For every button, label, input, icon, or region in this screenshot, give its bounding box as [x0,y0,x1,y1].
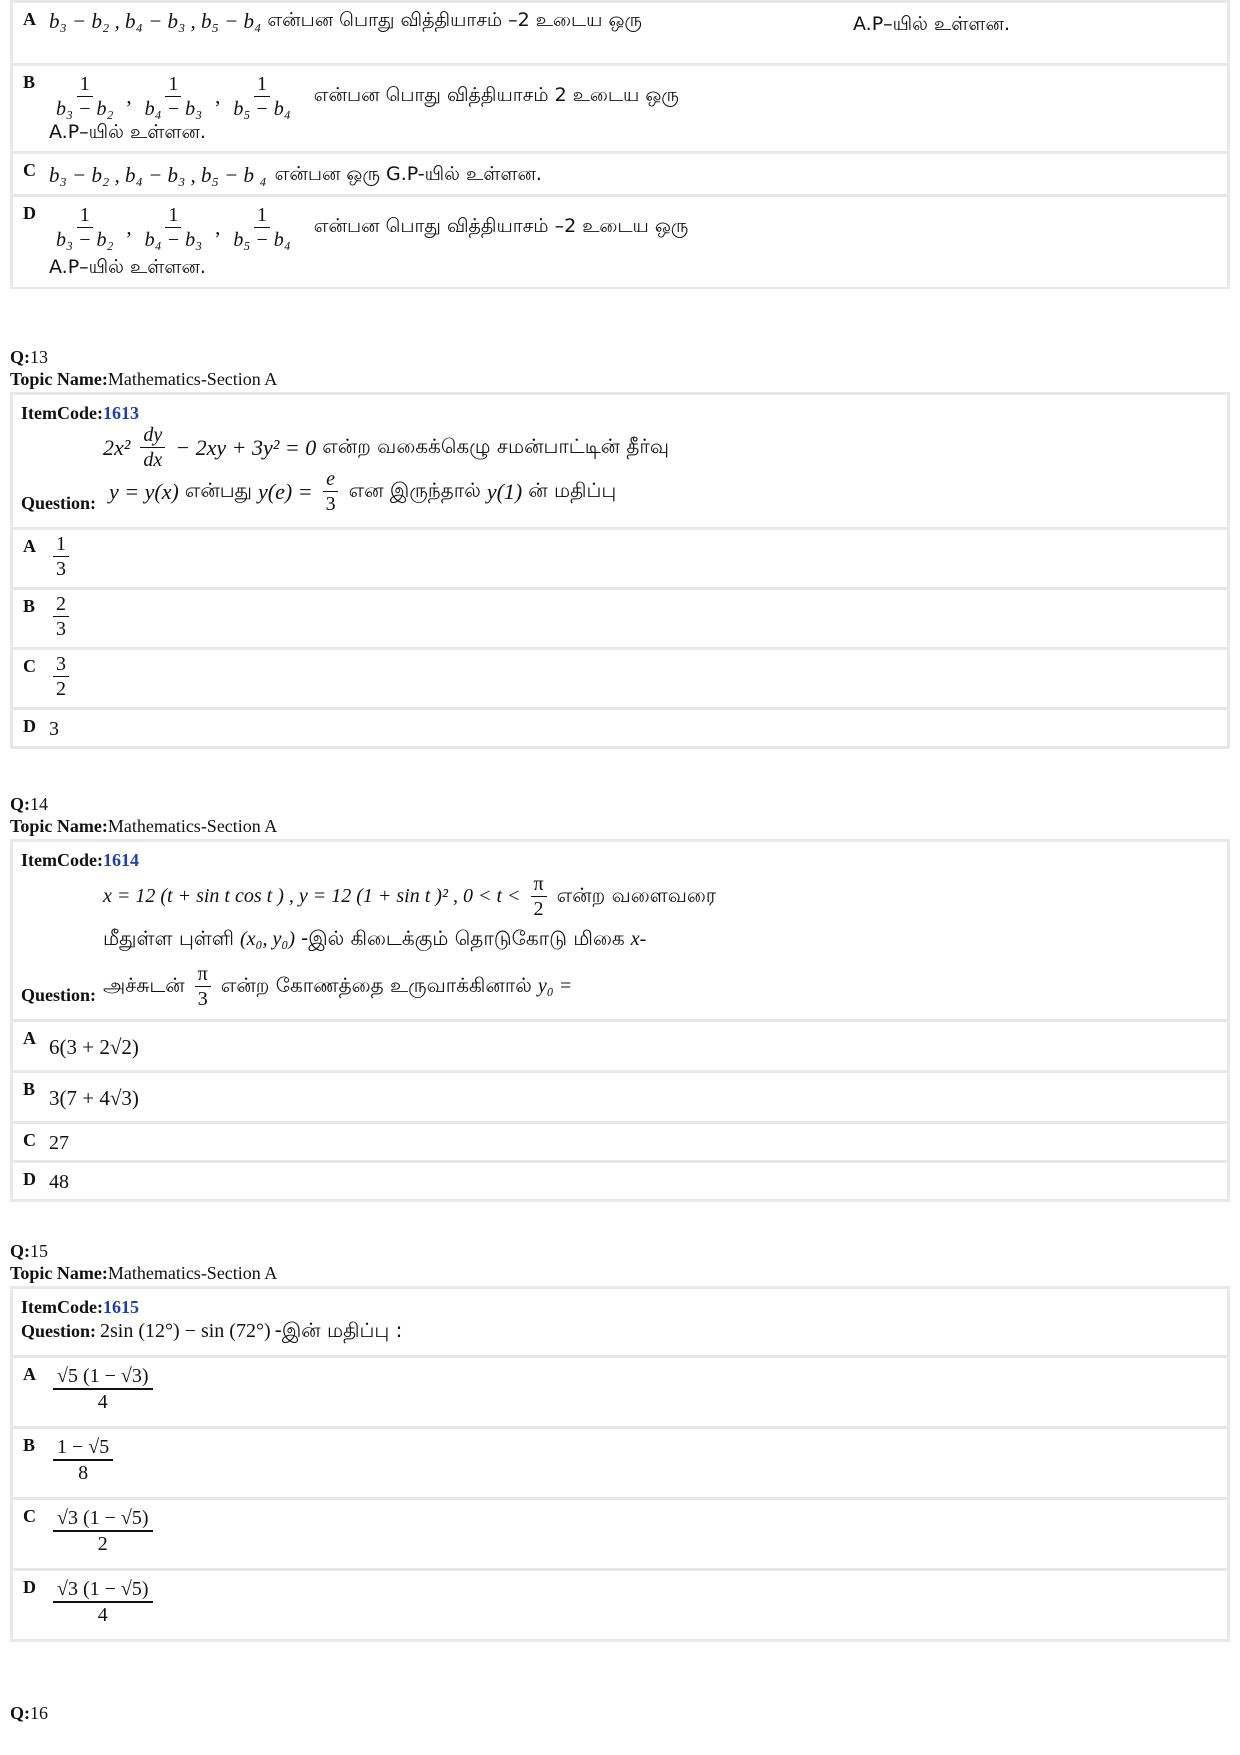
fraction: $\frac{1}{\text{b₅ − b₄}}$ [233,204,291,251]
option-row[interactable]: C 27 [13,1124,1227,1160]
question-block [10,392,1230,530]
option-text: என்பன ஒரு G.P-யில் உள்ளன. [274,162,542,185]
option-math: b₃ − b₂ , b₄ − b₃ , b₅ − b₄ [49,9,262,33]
option-text-2: A.P–யில் உள்ளன. [853,13,1010,35]
question-block [10,1286,1230,1358]
topic-line: Topic Name:Mathematics-Section A [10,369,278,389]
option-row [13,3,1227,63]
option-row[interactable]: B $\frac{1 - √5}{8}$ [13,1429,1227,1497]
option-row[interactable]: C $\frac{3}{2}$ [13,650,1227,707]
options-table [10,527,1230,749]
question-number: Q:15 [10,1241,48,1261]
option-text: என்பன பொது வித்தியாசம் 2 உடைய ஒரு [313,84,679,106]
fraction: $\frac{1}{\text{b₅ − b₄}}$ [233,73,291,120]
option-row [13,154,1227,194]
item-code: ItemCode:1614 [21,850,139,870]
option-row: D $\frac{1}{\text{b₃ − b₂}}$ , $\frac{1}{\text{b₄ − b₃}}$ , $\frac{1}{\text{b₅ − b₄}}$ என்பன பொது வித்தியாசம் –2 உடைய ஒரு A.P–யில் உள்ளன. [13,197,1227,287]
option-letter: B [23,72,36,92]
option-row[interactable]: D 3 [13,710,1227,746]
question-line-2: மீதுள்ள புள்ளி (x₀, y₀) -இல் கிடைக்கும் தொடுகோடு மிகை x- [103,926,647,950]
option-text: என்பன பொது வித்தியாசம் –2 உடைய ஒரு [267,9,643,31]
option-row[interactable]: D $\frac{√3 (1 - √5)}{4}$ [13,1571,1227,1639]
option-text-2: A.P–யில் உள்ளன. [49,121,206,143]
question-line-2: y = y(x) என்பது y(e) = $\frac{e}{3}$ என இருந்தால் y(1) ன் மதிப்பு [109,468,617,515]
question-line-3: அச்சுடன் $\frac{\pi}{3}$ என்ற கோணத்தை உருவாக்கினால் y₀ = [103,963,573,1010]
question-block [10,839,1230,1022]
fraction: $\frac{1}{\text{b₃ − b₂}}$ [56,204,114,251]
question-13 [10,346,1230,749]
option-row[interactable]: D 48 [13,1163,1227,1199]
question-label: Question: [21,493,97,513]
option-math: b₃ − b₂ , b₄ − b₃ , b₅ − b ₄ [49,162,267,187]
option-letter: D [23,203,36,223]
question-line-1: x = 12 (t + sin t cos t ) , y = 12 (1 + sin t )² , 0 < t < $\frac{\pi}{2}$ என்ற வளைவரை [103,873,717,920]
option-text-2: A.P–யில் உள்ளன. [49,256,206,278]
item-code: ItemCode:1615 [21,1297,139,1317]
prev-options-table [10,0,1230,289]
option-letter: C [23,160,36,180]
question-line: Question: 2sin (12°) − sin (72°) -இன் மதிப்பு : [21,1318,403,1342]
options-table [10,1355,1230,1642]
question-line-1: 2x² $\frac{dy}{dx}$ − 2xy + 3y² = 0 என்ற வகைக்கெழு சமன்பாட்டின் தீர்வு [103,424,670,471]
option-row[interactable]: C $\frac{√3 (1 - √5)}{2}$ [13,1500,1227,1568]
option-row[interactable]: B $\frac{2}{3}$ [13,590,1227,647]
question-16-number: Q:16 [10,1703,48,1723]
topic-line: Topic Name:Mathematics-Section A [10,816,278,836]
question-number: Q:13 [10,347,48,367]
question-14 [10,793,1230,1202]
fraction: $\frac{1}{\text{b₃ − b₂}}$ [56,73,114,120]
option-row[interactable]: B 3(7 + 4√3) [13,1073,1227,1121]
fraction: $\frac{1}{\text{b₄ − b₃}}$ [144,204,203,251]
question-15 [10,1240,1230,1642]
option-text: என்பன பொது வித்தியாசம் –2 உடைய ஒரு [313,215,689,237]
option-row[interactable]: A $\frac{1}{3}$ [13,530,1227,587]
option-row[interactable]: A 6(3 + 2√2) [13,1022,1227,1070]
fraction: $\frac{1}{\text{b₄ − b₃}}$ [144,73,203,120]
options-table [10,1019,1230,1202]
option-letter: A [23,9,36,29]
topic-line: Topic Name:Mathematics-Section A [10,1263,278,1283]
item-code: ItemCode:1613 [21,403,139,423]
option-row: B $\frac{1}{\text{b₃ − b₂}}$ , $\frac{1}{\text{b₄ − b₃}}$ , $\frac{1}{\text{b₅ − b₄}}$ என்பன பொது வித்தியாசம் 2 உடைய ஒரு A.P–யில் உள்ளன. [13,66,1227,151]
question-label: Question: [21,985,97,1005]
question-number: Q:14 [10,794,48,814]
option-row[interactable]: A $\frac{√5 (1 - √3)}{4}$ [13,1358,1227,1426]
